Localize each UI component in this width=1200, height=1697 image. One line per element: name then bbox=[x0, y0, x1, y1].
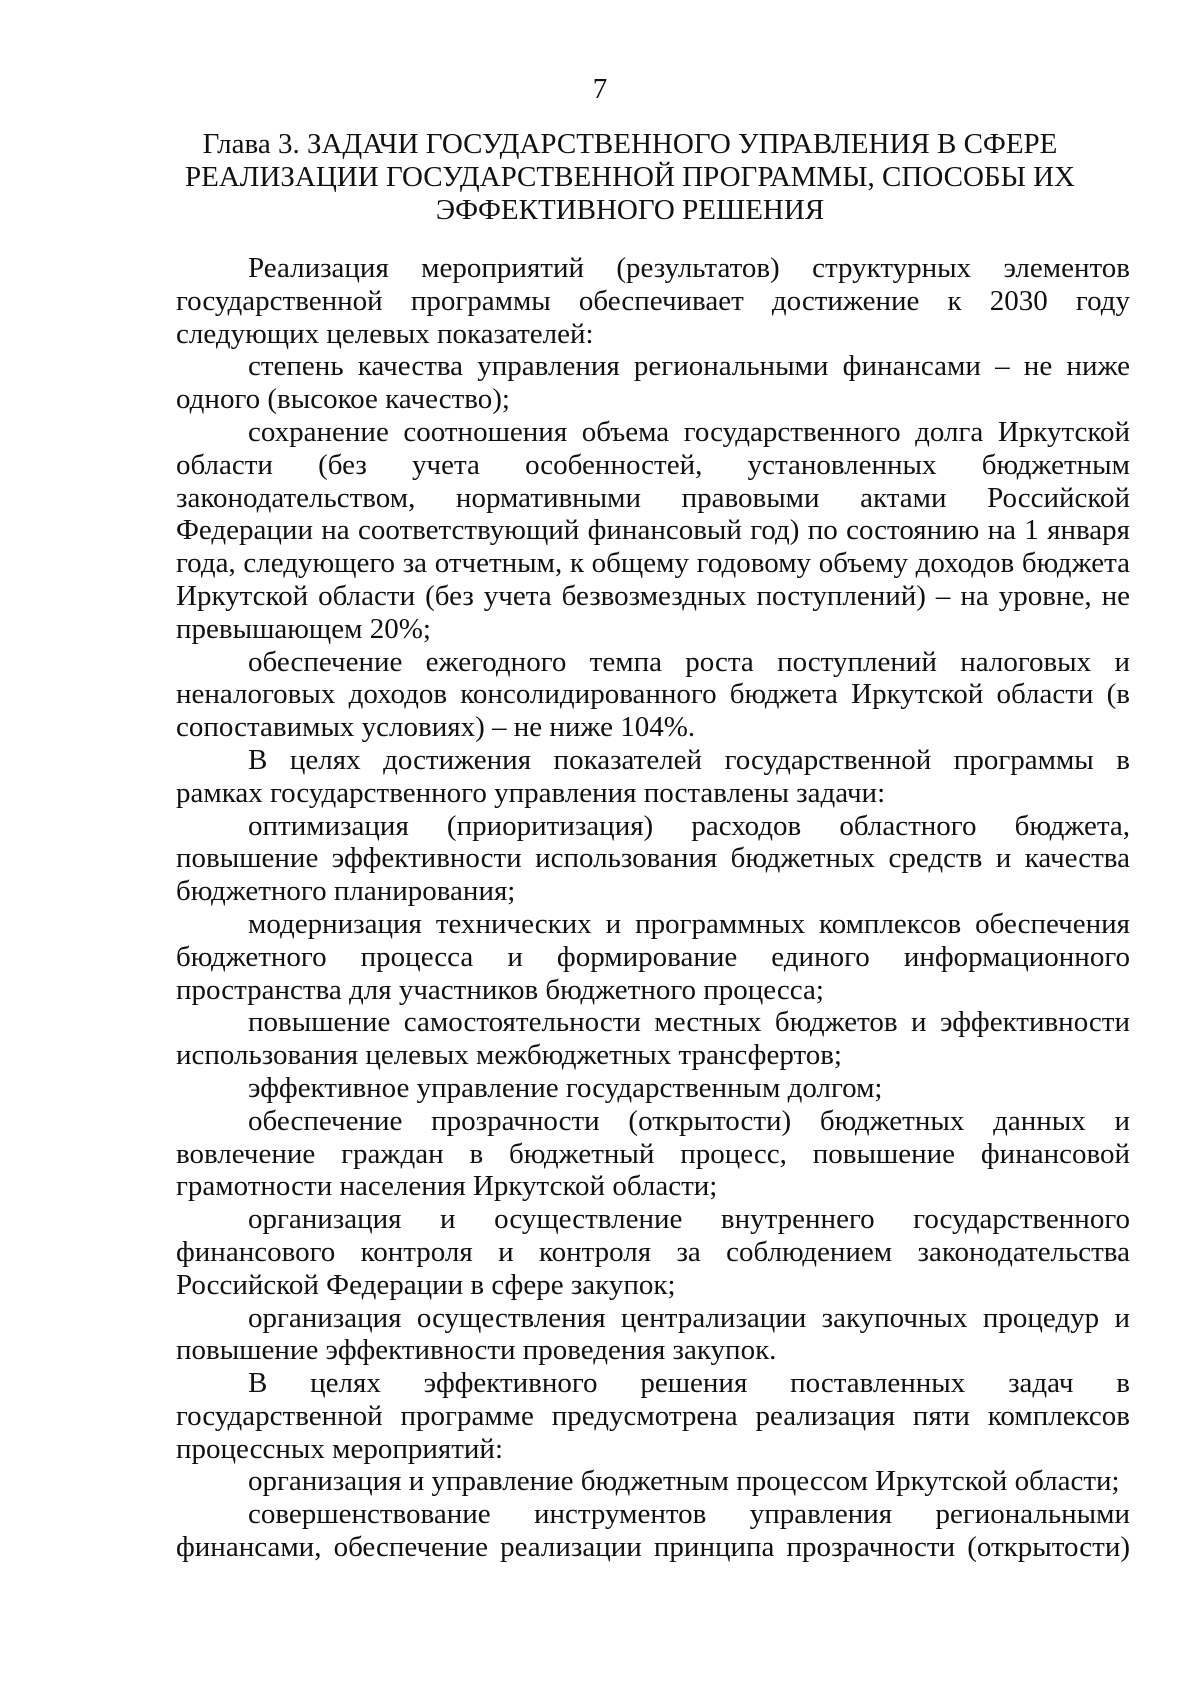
paragraph: Реализация мероприятий (результатов) структурных элементов государственной программы обеспечивает достижение к 2030 году следующих целевых показателей: bbox=[176, 252, 1130, 350]
paragraph: организация осуществления централизации закупочных процедур и повышение эффективности проведения закупок. bbox=[176, 1301, 1130, 1367]
paragraph: В целях эффективного решения поставленных задач в государственной программе предусмотрена реализация пяти комплексов процессных мероприятий: bbox=[176, 1367, 1130, 1465]
body-text bbox=[176, 252, 1130, 1564]
paragraph: оптимизация (приоритизация) расходов областного бюджета, повышение эффективности использования бюджетных средств и качества бюджетного планирования; bbox=[176, 809, 1130, 908]
paragraph: повышение самостоятельности местных бюджетов и эффективности использования целевых межбюджетных трансфертов; bbox=[176, 1006, 1130, 1072]
paragraph: эффективное управление государственным долгом; bbox=[248, 1071, 883, 1104]
paragraph: обеспечение ежегодного темпа роста поступлений налоговых и неналоговых доходов консолидированного бюджета Иркутской области (в сопоставимых условиях) – не ниже 104%. bbox=[176, 645, 1130, 744]
chapter-title-line: Глава 3. ЗАДАЧИ ГОСУДАРСТВЕННОГО УПРАВЛЕНИЯ В СФЕРЕ bbox=[202, 128, 1058, 160]
chapter-title-line: РЕАЛИЗАЦИИ ГОСУДАРСТВЕННОЙ ПРОГРАММЫ, СПОСОБЫ ИХ bbox=[185, 161, 1075, 193]
chapter-title-line: ЭФФЕКТИВНОГО РЕШЕНИЯ bbox=[435, 194, 825, 226]
page-number: 7 bbox=[592, 73, 608, 105]
chapter-title bbox=[180, 128, 1080, 227]
paragraph: модернизация технических и программных комплексов обеспечения бюджетного процесса и формирование единого информационного пространства для участников бюджетного процесса; bbox=[176, 907, 1130, 1006]
paragraph: совершенствование инструментов управления региональными финансами, обеспечение реализации принципа прозрачности (открытости) bbox=[176, 1498, 1130, 1564]
paragraph: организация и осуществление внутреннего государственного финансового контроля и контроля за соблюдением законодательства Российской Федерации в сфере закупок; bbox=[176, 1203, 1130, 1301]
paragraph: обеспечение прозрачности (открытости) бюджетных данных и вовлечение граждан в бюджетный процесс, повышение финансовой грамотности населения Иркутской области; bbox=[176, 1104, 1130, 1203]
paragraph: степень качества управления региональными финансами – не ниже одного (высокое качество); bbox=[176, 350, 1130, 416]
paragraph: В целях достижения показателей государственной программы в рамках государственного управления поставлены задачи: bbox=[176, 743, 1130, 809]
paragraph: сохранение соотношения объема государственного долга Иркутской области (без учета особенностей, установленных бюджетным законодательством, нормативными правовыми актами Российской Федерации на соответствующий финансовый год) по состоянию на 1 января года, следующего за отчетным, к общему годовому объему доходов бюджета Иркутской области (без учета безвозмездных поступлений) – на уровне, не превышающем 20%; bbox=[176, 415, 1130, 645]
paragraph: организация и управление бюджетным процессом Иркутской области; bbox=[248, 1465, 1120, 1498]
